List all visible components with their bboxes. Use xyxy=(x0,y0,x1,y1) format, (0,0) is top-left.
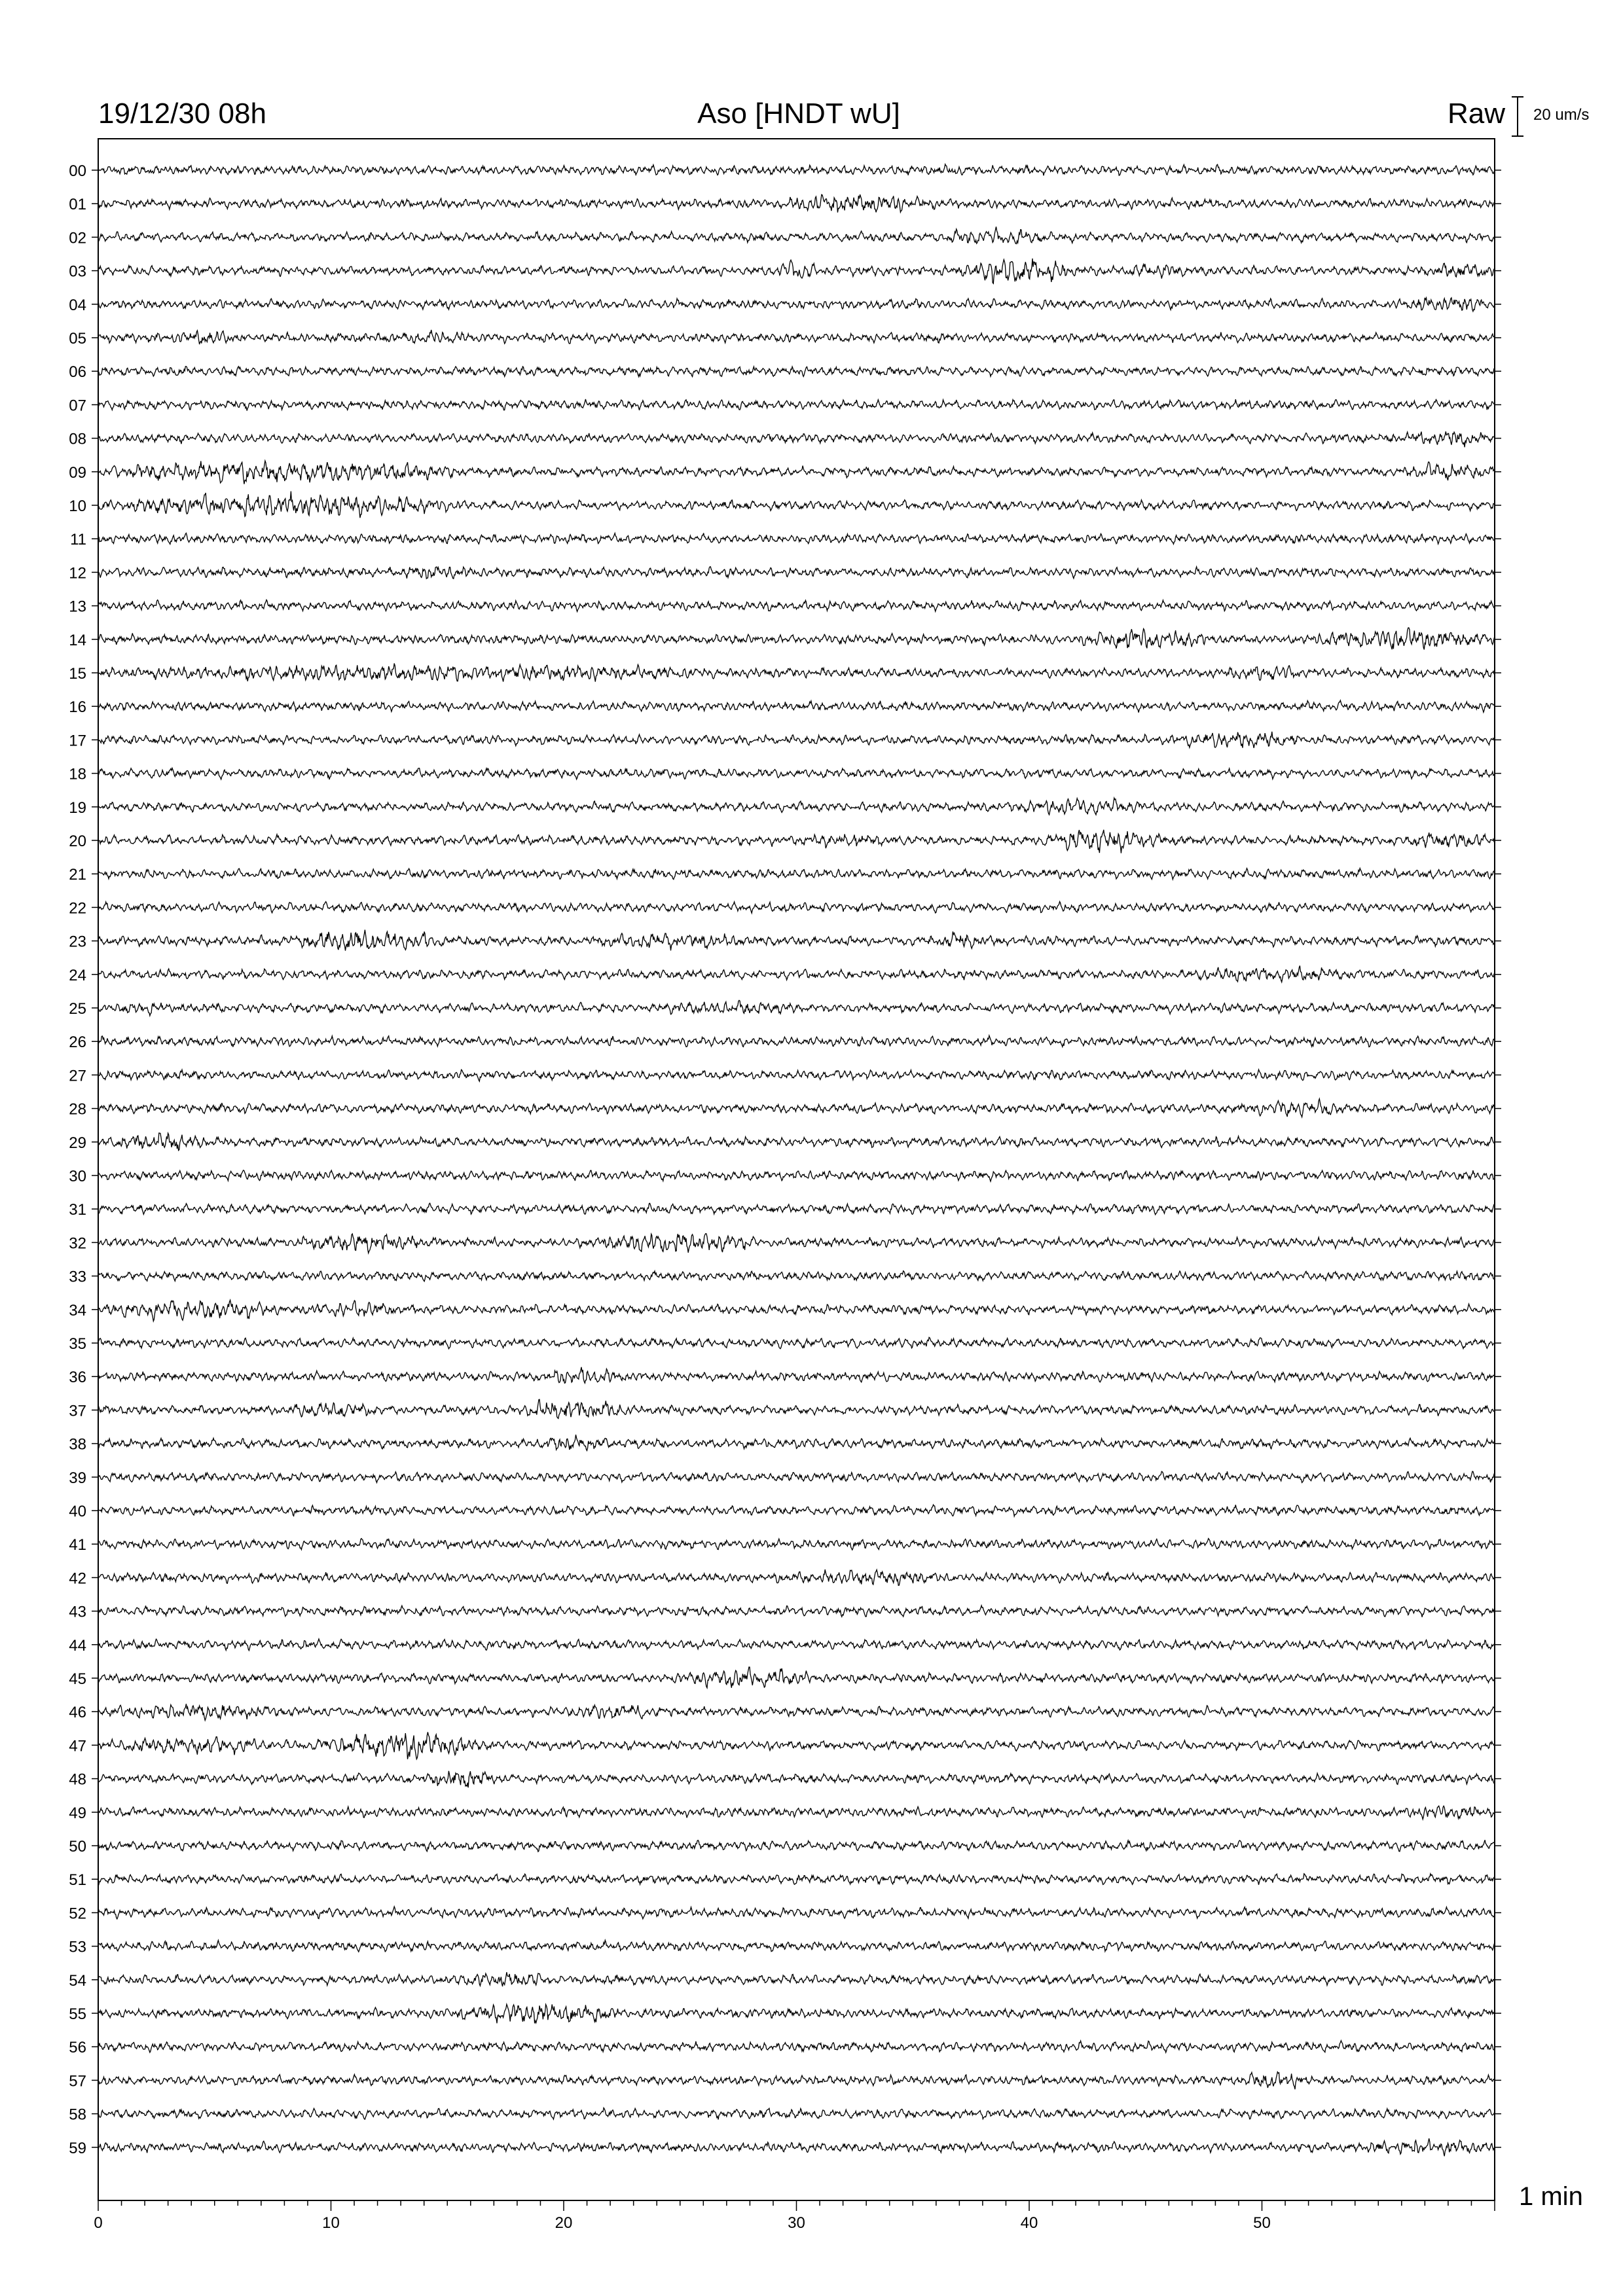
trace-row xyxy=(69,296,1501,314)
waveform-trace xyxy=(98,1605,1495,1617)
header-datetime: 19/12/30 08h xyxy=(98,98,266,130)
waveform-trace xyxy=(98,1667,1495,1688)
row-hour-label: 39 xyxy=(69,1469,86,1487)
waveform-trace xyxy=(98,1874,1495,1885)
trace-row xyxy=(69,664,1501,683)
row-hour-label: 38 xyxy=(69,1435,86,1454)
waveform-trace xyxy=(98,1972,1495,1986)
trace-row xyxy=(69,1570,1501,1587)
trace-row xyxy=(69,1838,1501,1856)
trace-row xyxy=(69,259,1501,283)
waveform-trace xyxy=(98,2108,1495,2120)
trace-row xyxy=(69,1435,1501,1454)
row-hour-label: 00 xyxy=(69,162,86,180)
trace-row xyxy=(69,1367,1501,1387)
row-hour-label: 26 xyxy=(69,1033,86,1052)
row-hour-label: 05 xyxy=(69,330,86,348)
trace-row xyxy=(69,1771,1501,1789)
row-hour-label: 50 xyxy=(69,1838,86,1856)
trace-row xyxy=(69,1300,1501,1321)
trace-row xyxy=(69,1201,1501,1219)
waveform-trace xyxy=(98,700,1495,713)
waveform-trace xyxy=(98,1840,1495,1852)
row-hour-label: 29 xyxy=(69,1134,86,1152)
row-hour-label: 14 xyxy=(69,631,86,649)
row-hour-label: 20 xyxy=(69,833,86,850)
trace-row xyxy=(69,1399,1501,1420)
waveform-trace xyxy=(98,1300,1495,1321)
waveform-trace xyxy=(98,1570,1495,1585)
trace-row xyxy=(69,1234,1501,1253)
trace-row xyxy=(69,899,1501,917)
row-hour-label: 30 xyxy=(69,1168,86,1185)
row-hour-label: 56 xyxy=(69,2039,86,2057)
trace-row xyxy=(69,1804,1501,1822)
waveform-trace xyxy=(98,567,1495,579)
x-tick-label: 10 xyxy=(322,2214,340,2232)
trace-row xyxy=(69,1000,1501,1018)
row-hour-label: 16 xyxy=(69,698,86,717)
trace-row xyxy=(69,1168,1501,1185)
trace-row xyxy=(69,930,1501,951)
waveform-trace xyxy=(98,259,1495,283)
trace-row xyxy=(69,1335,1501,1353)
row-hour-label: 33 xyxy=(69,1268,86,1286)
waveform-trace xyxy=(98,164,1495,175)
trace-row xyxy=(69,2138,1501,2157)
x-axis-unit-label: 1 min xyxy=(1519,2182,1583,2211)
row-hour-label: 24 xyxy=(69,966,86,984)
waveform-trace xyxy=(98,628,1495,649)
trace-row xyxy=(69,162,1501,180)
trace-row xyxy=(69,2106,1501,2124)
row-hour-label: 07 xyxy=(69,397,86,415)
waveform-trace xyxy=(98,492,1495,518)
waveform-trace xyxy=(98,1940,1495,1952)
row-hour-label: 36 xyxy=(69,1369,86,1387)
x-tick-label: 50 xyxy=(1253,2214,1271,2232)
trace-row xyxy=(69,628,1501,649)
row-hour-label: 21 xyxy=(69,866,86,884)
waveform-trace xyxy=(98,1435,1495,1450)
row-hour-label: 18 xyxy=(69,765,86,783)
waveform-trace xyxy=(98,431,1495,447)
trace-row xyxy=(69,1536,1501,1554)
scale-bar-label: 20 um/s xyxy=(1533,106,1590,124)
waveform-trace xyxy=(98,902,1495,914)
waveform-trace xyxy=(98,1069,1495,1081)
waveform-trace xyxy=(98,2004,1495,2023)
row-hour-label: 53 xyxy=(69,1938,86,1956)
trace-row xyxy=(69,1905,1501,1922)
trace-row xyxy=(69,732,1501,750)
trace-row xyxy=(69,1604,1501,1621)
waveform-trace xyxy=(98,2041,1495,2053)
waveform-trace xyxy=(98,226,1495,243)
row-hour-label: 22 xyxy=(69,899,86,918)
trace-row xyxy=(69,1469,1501,1487)
trace-rows xyxy=(69,162,1501,2157)
row-hour-label: 47 xyxy=(69,1737,86,1755)
row-hour-label: 54 xyxy=(69,1971,86,1990)
trace-row xyxy=(69,1704,1501,1721)
row-hour-label: 06 xyxy=(69,363,86,382)
trace-row xyxy=(69,1732,1501,1759)
row-hour-label: 09 xyxy=(69,463,86,482)
trace-row xyxy=(69,397,1501,414)
row-hour-label: 55 xyxy=(69,2005,86,2023)
trace-row xyxy=(69,330,1501,348)
waveform-trace xyxy=(98,1771,1495,1787)
waveform-trace xyxy=(98,930,1495,951)
waveform-trace xyxy=(98,2138,1495,2156)
row-hour-label: 43 xyxy=(69,1603,86,1621)
trace-row xyxy=(70,531,1501,548)
trace-row xyxy=(69,1033,1501,1051)
row-hour-label: 34 xyxy=(69,1301,86,1319)
trace-row xyxy=(69,966,1501,984)
row-hour-label: 17 xyxy=(69,732,86,750)
header-mode-label: Raw xyxy=(1447,98,1505,130)
waveform-trace xyxy=(98,1806,1495,1819)
waveform-trace xyxy=(98,2072,1495,2090)
x-tick-label: 30 xyxy=(788,2214,805,2232)
row-hour-label: 10 xyxy=(69,497,86,515)
trace-row xyxy=(69,461,1501,484)
row-hour-label: 13 xyxy=(69,598,86,616)
waveform-trace xyxy=(98,1271,1495,1282)
waveform-trace xyxy=(98,1732,1495,1759)
row-hour-label: 11 xyxy=(70,531,86,549)
trace-row xyxy=(69,2072,1501,2090)
trace-row xyxy=(69,492,1501,518)
waveform-trace xyxy=(98,798,1495,815)
row-hour-label: 02 xyxy=(69,229,86,247)
row-hour-label: 25 xyxy=(69,1000,86,1018)
header-station-title: Aso [HNDT wU] xyxy=(697,98,900,130)
waveform-trace xyxy=(98,367,1495,377)
waveform-trace xyxy=(98,1234,1495,1253)
row-hour-label: 32 xyxy=(69,1234,86,1253)
waveform-trace xyxy=(98,1000,1495,1016)
row-hour-label: 01 xyxy=(69,196,86,214)
trace-row xyxy=(69,226,1501,247)
waveform-trace xyxy=(98,869,1495,880)
row-hour-label: 42 xyxy=(69,1570,86,1588)
waveform-trace xyxy=(98,298,1495,312)
waveform-trace xyxy=(98,1099,1495,1117)
row-hour-label: 48 xyxy=(69,1770,86,1789)
waveform-trace xyxy=(98,1704,1495,1720)
row-hour-label: 04 xyxy=(69,296,86,314)
trace-row xyxy=(69,431,1501,448)
waveform-trace xyxy=(98,1539,1495,1550)
row-hour-label: 46 xyxy=(69,1704,86,1722)
trace-row xyxy=(69,766,1501,783)
trace-row xyxy=(69,830,1501,853)
waveform-trace xyxy=(98,1367,1495,1384)
trace-row xyxy=(69,2004,1501,2023)
waveform-trace xyxy=(98,830,1495,853)
row-hour-label: 19 xyxy=(69,798,86,817)
trace-row xyxy=(69,1099,1501,1119)
waveform-trace xyxy=(98,1399,1495,1418)
x-axis xyxy=(94,2200,1495,2232)
row-hour-label: 08 xyxy=(69,430,86,448)
waveform-trace xyxy=(98,1907,1495,1919)
trace-row xyxy=(69,564,1501,582)
trace-row xyxy=(69,598,1501,616)
waveform-trace xyxy=(98,1337,1495,1349)
row-hour-label: 58 xyxy=(69,2106,86,2124)
waveform-trace xyxy=(98,1639,1495,1651)
waveform-trace xyxy=(98,966,1495,982)
row-hour-label: 52 xyxy=(69,1905,86,1923)
waveform-trace xyxy=(98,600,1495,612)
waveform-trace xyxy=(98,1170,1495,1181)
trace-row xyxy=(69,1871,1501,1889)
trace-row xyxy=(69,1133,1501,1152)
row-hour-label: 31 xyxy=(69,1201,86,1219)
plot-border xyxy=(98,139,1495,2200)
trace-row xyxy=(69,363,1501,381)
x-tick-label: 20 xyxy=(555,2214,573,2232)
waveform-trace xyxy=(98,1505,1495,1516)
scale-bar xyxy=(1512,97,1523,136)
trace-row xyxy=(69,2039,1501,2056)
x-tick-label: 0 xyxy=(94,2214,103,2232)
row-hour-label: 03 xyxy=(69,262,86,281)
row-hour-label: 51 xyxy=(69,1871,86,1890)
waveform-trace xyxy=(98,1203,1495,1215)
row-hour-label: 15 xyxy=(69,665,86,683)
waveform-trace xyxy=(98,399,1495,411)
row-hour-label: 40 xyxy=(69,1503,86,1520)
waveform-trace xyxy=(98,194,1495,212)
trace-row xyxy=(69,194,1501,213)
waveform-trace xyxy=(98,461,1495,484)
waveform-trace xyxy=(98,1471,1495,1482)
waveform-trace xyxy=(98,330,1495,344)
row-hour-label: 59 xyxy=(69,2139,86,2157)
row-hour-label: 12 xyxy=(69,564,86,583)
trace-row xyxy=(69,1972,1501,1990)
trace-row xyxy=(69,798,1501,817)
row-hour-label: 37 xyxy=(69,1402,86,1420)
waveform-trace xyxy=(98,1035,1495,1047)
row-hour-label: 41 xyxy=(69,1536,86,1554)
row-hour-label: 28 xyxy=(69,1100,86,1119)
trace-row xyxy=(69,1268,1501,1286)
trace-row xyxy=(69,1637,1501,1655)
waveform-trace xyxy=(98,1133,1495,1151)
row-hour-label: 23 xyxy=(69,933,86,951)
trace-row xyxy=(69,1939,1501,1956)
x-tick-label: 40 xyxy=(1020,2214,1038,2232)
trace-row xyxy=(69,698,1501,716)
waveform-trace xyxy=(98,768,1495,780)
trace-row xyxy=(69,1667,1501,1688)
waveform-trace xyxy=(98,732,1495,748)
row-hour-label: 45 xyxy=(69,1670,86,1688)
plot-frame xyxy=(98,139,1495,2200)
waveform-trace xyxy=(98,664,1495,682)
row-hour-label: 44 xyxy=(69,1636,86,1655)
row-hour-label: 57 xyxy=(69,2072,86,2090)
row-hour-label: 35 xyxy=(69,1335,86,1353)
row-hour-label: 49 xyxy=(69,1804,86,1822)
row-hour-label: 27 xyxy=(69,1067,86,1085)
trace-row xyxy=(69,1503,1501,1520)
trace-row xyxy=(69,1067,1501,1085)
waveform-trace xyxy=(98,533,1495,545)
trace-row xyxy=(69,866,1501,884)
